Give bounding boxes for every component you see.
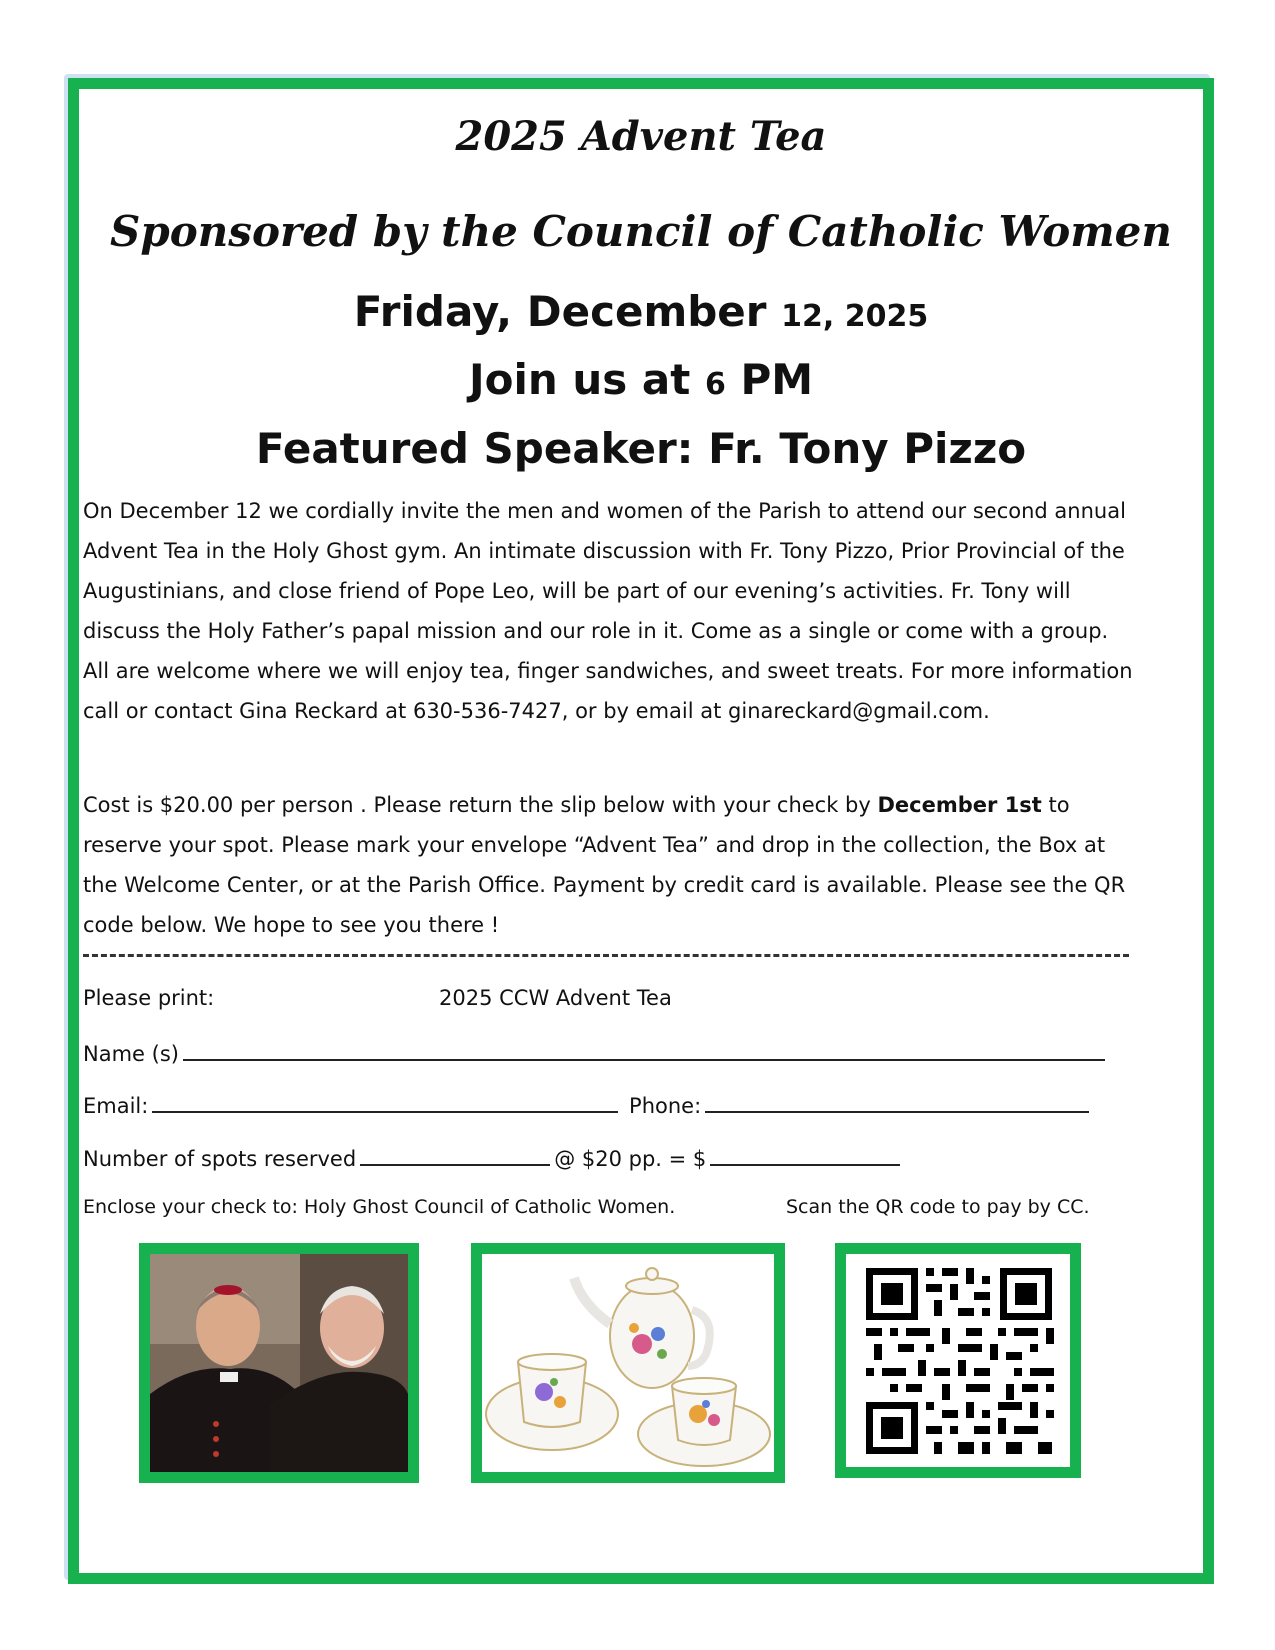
spots-row xyxy=(83,1144,1133,1171)
spots-field[interactable] xyxy=(360,1144,550,1166)
flyer-content xyxy=(79,89,1203,1573)
clergy-photo-frame xyxy=(139,1243,419,1483)
event-time-hour: 6 xyxy=(704,367,726,402)
event-date-day: 12, 2025 xyxy=(781,299,929,334)
deadline-date: December 1st xyxy=(877,793,1042,817)
cut-line xyxy=(83,954,1129,957)
names-row xyxy=(83,1039,1133,1066)
spots-label: Number of spots reserved xyxy=(83,1147,357,1171)
sponsor-line: Sponsored by the Council of Catholic Women xyxy=(110,207,1172,256)
qr-code[interactable] xyxy=(846,1254,1070,1467)
event-title: 2025 Advent Tea xyxy=(455,113,827,160)
event-date xyxy=(79,287,1203,336)
tea-set-frame xyxy=(471,1243,785,1483)
form-title: 2025 CCW Advent Tea xyxy=(439,986,672,1010)
email-label: Email: xyxy=(83,1094,149,1118)
qr-code-frame[interactable] xyxy=(835,1243,1081,1478)
clergy-photo xyxy=(150,1254,408,1472)
event-time-pm: PM xyxy=(740,355,814,404)
please-print-label: Please print: xyxy=(83,986,215,1010)
price-label: @ $20 pp. = $ xyxy=(554,1147,707,1171)
email-field[interactable] xyxy=(152,1091,618,1113)
enclose-check-text: Enclose your check to: Holy Ghost Council of Catholic Women. xyxy=(83,1196,676,1218)
flyer-frame xyxy=(68,78,1214,1584)
names-label: Name (s) xyxy=(83,1042,179,1066)
phone-label: Phone: xyxy=(629,1094,702,1118)
cost-text-start: Cost is $20.00 per person . Please return the slip below with your check by xyxy=(83,793,878,817)
invitation-paragraph: On December 12 we cordially invite the men and women of the Parish to attend our second annual Advent Tea in the Holy Ghost gym. An intimate discussion with Fr. Tony Pizzo, Prior Provincial of the Augustinians, and close friend of Pope Leo, will be part of our evening’s activities. Fr. Tony will discuss the Holy Father’s papal mission and our role in it. Come as a single or come with a group. All are welcome where we will enjoy tea, finger sandwiches, and sweet treats. For more information call or contact Gina Reckard at 630-536-7427, or by email at ginareckard@gmail.com. xyxy=(83,499,1133,723)
tea-set-image xyxy=(482,1254,774,1472)
cost-paragraph xyxy=(83,785,1135,945)
total-field[interactable] xyxy=(710,1144,900,1166)
form-header-row xyxy=(83,986,1133,1010)
event-time-main: Join us at xyxy=(468,355,691,404)
payment-row xyxy=(83,1196,1133,1218)
contact-row xyxy=(83,1091,1133,1118)
featured-speaker: Featured Speaker: Fr. Tony Pizzo xyxy=(255,424,1027,473)
names-field[interactable] xyxy=(183,1039,1105,1061)
event-date-main: Friday, December xyxy=(353,287,767,336)
scan-qr-text: Scan the QR code to pay by CC. xyxy=(786,1196,1090,1218)
event-time xyxy=(79,355,1203,404)
cost-text-end: to reserve your spot. Please mark your envelope “Advent Tea” and drop in the collection, the Box at the Welcome Center, or at the Parish Office. Payment by credit card is available. Please see the QR code below. We hope to see you there ! xyxy=(83,793,1126,937)
phone-field[interactable] xyxy=(705,1091,1089,1113)
